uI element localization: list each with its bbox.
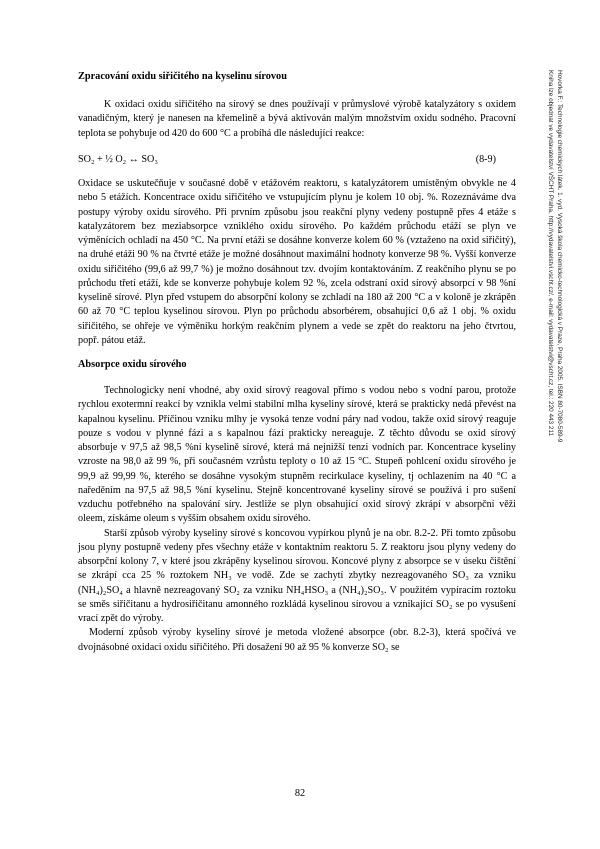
order-info-line: Kniha lze objednat ve vydavatelství VŠCHT Praha, http://vydavatelstvi.vscht.cz/, e-mail: vydavatelstvi@vscht.cz, tel.: 220 443 211 (547, 70, 554, 437)
page-number: 82 (294, 788, 306, 799)
paragraph: Technologicky není vhodné, aby oxid sírový reagoval přímo s vodou nebo s vodní parou, protože rychlou exotermní reakcí by vznikla velmi stabilní mlha kyseliny sírové, která se prakticky nedá převést na kapalnou kyselinu. Příčinou vzniku mlhy je vysoká tenze vodní páry nad vodou, takže oxid sírový reaguje pouze s vodou v plynné fázi a s kapalnou fází prakticky nereaguje. Z těchto důvodu se oxid sírový absorbuje v 97,5 až 98,5 %ní kyselině sírové, která má nejnižší tenzi vodních par. Koncentrace kyseliny vzroste na 98,0 až 99 %, při současném vzrůstu teploty o 10 až 15 °C. Stupeň pohlcení oxidu sírového je 99,9 až 99,99 %, kterého se dosáhne vysokým stupněm recirkulace kyseliny, tj ochlazením na 40 °C a naředěním na 97,5 až 98,5 %ní kyselinu. Stejně koncentrované kyseliny sírové se používá i pro sušení vzduchu potřebného na spalování síry. Jestliže se plyn obsahující oxid sírový zkrápí v absorpční věži oleem, získáme oleum s vyšším obsahem oxidu sírového. (78, 385, 516, 525)
paragraph: Moderní způsob výroby kyseliny sírové je metoda vložené absorpce (obr. 8.2-3), která spočívá ve dvojnásobné oxidaci oxidu siřičitého. Při dosažení 90 až 95 % konverze SO₂ se (78, 627, 516, 653)
section-title-sulfur-dioxide-processing: Zpracování oxidu siřičitého na kyselinu sírovou (78, 71, 287, 82)
section-title-sulfur-trioxide-absorption: Absorpce oxidu sírového (78, 359, 187, 370)
equation-number: (8-9) (475, 153, 496, 165)
paragraph: Oxidace se uskutečňuje v současné době v etážovém reaktoru, s katalyzátorem umístěným obvykle ne 4 nebo 5 etážích. Koncentrace oxidu siřičitého ve vstupujícím plynu je kolem 10 obj. %. Rozeznáváme dva postupy výroby oxidu sírového. Při prvním způsobu jsou reakční plyny vedeny postupně přes 4 etáže s katalyzátorem bez meziabsorpce vzniklého oxidu sírového. Po každém průchodu etáží se plyn ve výměnících ochladí na 450 °C. Na první etáži se dosáhne konverze kolem 60 % (vztaženo na oxid siřičitý), na druhé etáži 90 % na čtvrté etáže je možné dosáhnout maximální hodnoty konverze 98 %. Vyšší konverze oxidu siřičitého (99,6 až 99,7 %) je možno dosáhnout tzv. dvojím kontaktováním. Z reakčního plynu se po průchodu třetí etáží, kde se konverze pohybuje kolem 92 %, zcela odstraní oxid sírový absorpcí v 98 %ní kyselině sírové. Plyn před vstupem do absorpční kolony se zchladí na 180 až 200 °C a v koloně je zkrápěn 60 až 70 °C teplou kyselinou sírovou. Plyn po průchodu absorbérem, obsahující 0,6 až 1 obj. % oxidu siřičitého, se ohřeje ve výměníku horkým reakčním plynem a vede se zpět do reaktoru na jeho čtvrtou, popř. pátou etáž. (78, 178, 516, 346)
equation-text: SO₂ + ½ O₂ ↔ SO₃ (78, 153, 158, 165)
paragraph: Starší způsob výroby kyseliny sírové s koncovou vypírkou plynů je na obr. 8.2-2. Při tomto způsobu jsou plyny postupně vedeny přes všechny etáže v kontaktním reaktoru 5. Z reaktoru jsou plyny vedeny do absorpční kolony 7, v které jsou zkrápěny kyselinou sírovou. Koncové plyny z absorpce se v úseku čištění se zkrápí cca 25 % roztokem NH₃ ve vodě. Zde se zachytí zbytky nezreagovaného SO₃ za vzniku (NH₄)₂SO₄ a hlavně nezreagovaný SO₂ za vzniku NH₄HSO₃ a (NH₄)₂SO₃. V použitém vypíracím roztoku se směs siřičitanu a hydrosiřičitanu amonného rozkládá kyselinou sírovou a vznikající SO₂ se po vysušení vrací zpět do výroby. (78, 527, 516, 624)
page-content (78, 70, 516, 655)
paragraph: K oxidaci oxidu siřičitého na sírový se dnes používají v průmyslové výrobě katalyzátory s oxidem vanadičným, který je nanesen na křemelině a bývá aktivován malým množstvím oxidu sodného. Pracovní teplota se pohybuje od 420 do 600 °C a probíhá dle následující reakce: (78, 99, 516, 139)
citation-line: Hovorka F.: Technologie chemických látek. 1. vyd. Vysoká škola chemicko-technologická v Praze, Praha 2005. ISBN 80-7080-589-9 (556, 70, 563, 443)
reaction-equation (78, 153, 516, 167)
citation-sidebar (540, 70, 564, 540)
